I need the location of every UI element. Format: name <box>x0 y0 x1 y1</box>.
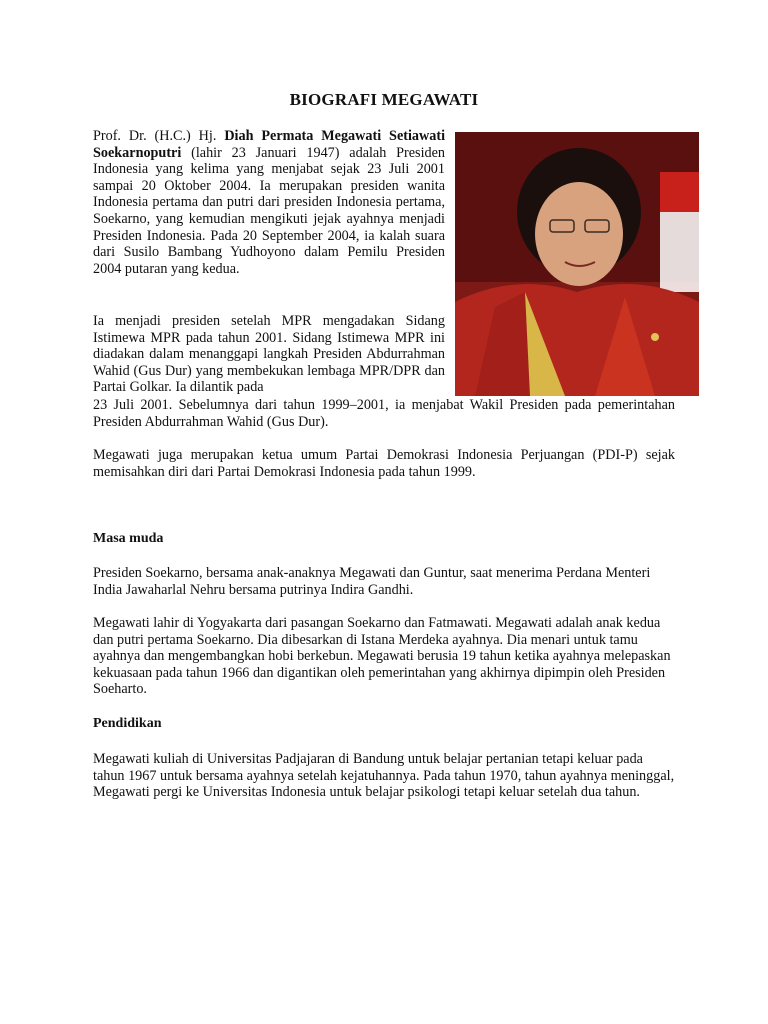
pendidikan-paragraph-1: Megawati kuliah di Universitas Padjajaran di Bandung untuk belajar pertanian tetapi keluar pada tahun 1967 untuk bersama ayahnya setelah kejatuhannya. Pada tahun 1970, tahun ayahnya meninggal, Megawati pergi ke Universitas Indonesia untuk belajar psikologi tetapi keluar setelah dua tahun. <box>93 751 675 801</box>
document-title: BIOGRAFI MEGAWATI <box>289 90 479 109</box>
masa-muda-paragraph-2: Megawati lahir di Yogyakarta dari pasangan Soekarno dan Fatmawati. Megawati adalah anak kedua dan putri pertama Soekarno. Dia dibesarkan di Istana Merdeka ayahnya. Dia menari untuk tamu ayahnya dan mengembangkan hobi berkebun. Megawati berusia 19 tahun ketika ayahnya melepaskan kekuasaan pada tahun 1966 dan digantikan oleh pemerintahan yang akhirnya dipimpin oleh Presiden Soeharto. <box>93 615 671 698</box>
paragraph-2-bottom: 23 Juli 2001. Sebelumnya dari tahun 1999–2001, ia menjabat Wakil Presiden pada pemerintahan Presiden Abdurrahman Wahid (Gus Dur). <box>93 397 675 430</box>
portrait-photo <box>455 132 699 396</box>
intro-text: (lahir 23 Januari 1947) adalah Presiden Indonesia yang kelima yang menjabat sejak 23 Juli 2001 sampai 20 Oktober 2004. Ia merupakan presiden wanita Indonesia pertama dan putri dari presiden Indonesia pertama, Soekarno, yang kemudian mengikuti jejak ayahnya menjadi Presiden Indonesia. Pada 20 September 2004, ia kalah suara dari Susilo Bambang Yudhoyono dalam Pemilu Presiden 2004 putaran yang kedua. <box>93 144 445 277</box>
heading-pendidikan: Pendidikan <box>93 716 162 731</box>
intro-name: Diah Permata Megawati Setiawati Soekarnoputri <box>93 128 446 161</box>
intro-paragraph <box>93 128 445 277</box>
paragraph-3: Megawati juga merupakan ketua umum Partai Demokrasi Indonesia Perjuangan (PDI-P) sejak memisahkan diri dari Partai Demokrasi Indonesia pada tahun 1999. <box>93 447 675 480</box>
portrait-illustration <box>455 132 699 396</box>
paragraph-2-top: Ia menjadi presiden setelah MPR mengadakan Sidang Istimewa MPR pada tahun 2001. Sidang Istimewa MPR ini diadakan dalam menanggapi langkah Presiden Abdurrahman Wahid (Gus Dur) yang membekukan lembaga MPR/DPR dan Partai Golkar. Ia dilantik pada <box>93 313 445 396</box>
heading-masa-muda: Masa muda <box>93 531 164 546</box>
intro-prefix: Prof. Dr. (H.C.) Hj. <box>93 128 225 144</box>
masa-muda-paragraph-1: Presiden Soekarno, bersama anak-anaknya Megawati dan Guntur, saat menerima Perdana Menteri India Jawaharlal Nehru bersama putrinya Indira Gandhi. <box>93 565 651 598</box>
